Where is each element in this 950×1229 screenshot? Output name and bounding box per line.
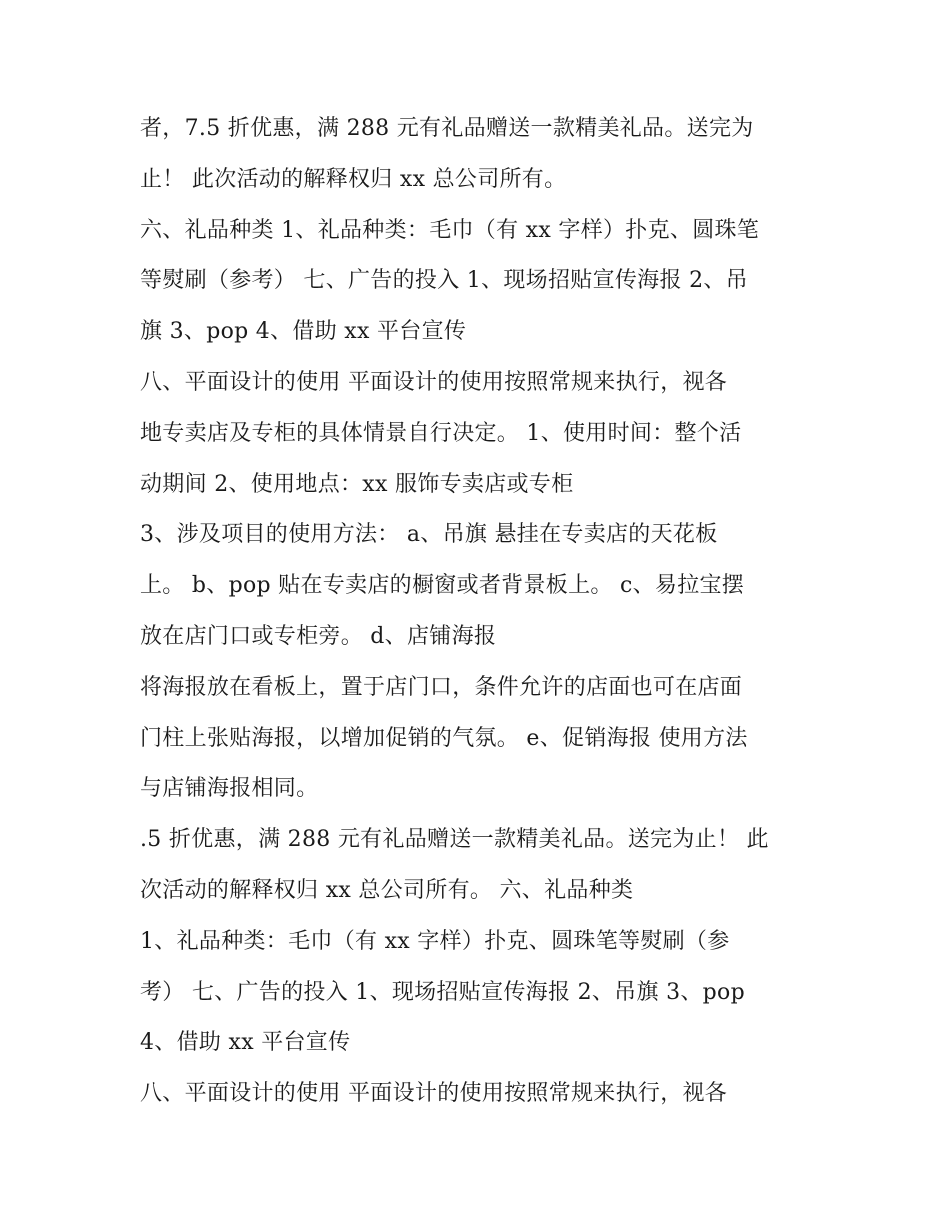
text-line: 止！ 此次活动的解释权归 xx 总公司所有。 <box>140 166 567 192</box>
text-line: .5 折优惠，满 288 元有礼品赠送一款精美礼品。送完为止！ 此 <box>140 827 769 853</box>
document-body <box>140 104 820 1120</box>
text-line: 上。 b、pop 贴在专卖店的橱窗或者背景板上。 c、易拉宝摆 <box>140 573 745 599</box>
text-line: 门柱上张贴海报，以增加促销的气氛。 e、促销海报 使用方法 <box>140 725 748 751</box>
text-line: 与店铺海报相同。 <box>140 776 319 802</box>
text-line: 3、涉及项目的使用方法： a、吊旗 悬挂在专卖店的天花板 <box>140 522 718 548</box>
text-line: 考） 七、广告的投入 1、现场招贴宣传海报 2、吊旗 3、pop <box>140 979 745 1005</box>
text-line: 次活动的解释权归 xx 总公司所有。 六、礼品种类 <box>140 877 634 903</box>
text-line: 放在店门口或专柜旁。 d、店铺海报 <box>140 623 497 649</box>
text-line: 等熨刷（参考） 七、广告的投入 1、现场招贴宣传海报 2、吊 <box>140 268 748 294</box>
text-line: 旗 3、pop 4、借助 xx 平台宣传 <box>140 319 467 345</box>
text-line: 动期间 2、使用地点：xx 服饰专卖店或专柜 <box>140 471 574 497</box>
text-line: 将海报放在看板上，置于店门口，条件允许的店面也可在店面 <box>140 674 743 700</box>
text-line: 1、礼品种类：毛巾（有 xx 字样）扑克、圆珠笔等熨刷（参 <box>140 928 730 954</box>
text-line: 地专卖店及专柜的具体情景自行决定。 1、使用时间：整个活 <box>140 420 742 446</box>
text-line: 八、平面设计的使用 平面设计的使用按照常规来执行，视各 <box>140 369 728 395</box>
text-line: 八、平面设计的使用 平面设计的使用按照常规来执行，视各 <box>140 1081 728 1107</box>
text-line: 六、礼品种类 1、礼品种类：毛巾（有 xx 字样）扑克、圆珠笔 <box>140 217 760 243</box>
text-line: 4、借助 xx 平台宣传 <box>140 1030 351 1056</box>
text-line: 者，7.5 折优惠，满 288 元有礼品赠送一款精美礼品。送完为 <box>140 116 754 141</box>
